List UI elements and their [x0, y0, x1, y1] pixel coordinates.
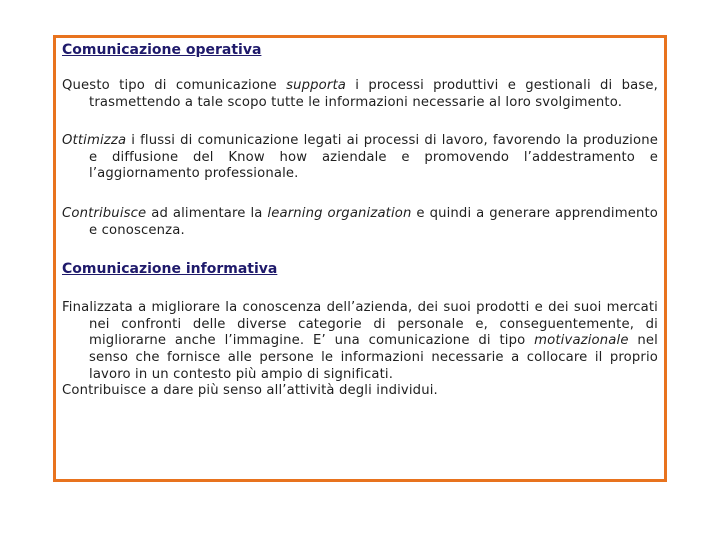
text-run: ad alimentare la: [146, 205, 268, 221]
text-run: Questo tipo di comunicazione: [62, 78, 287, 93]
text-run-italic: Contribuisce: [62, 205, 147, 221]
text-content: [62, 42, 658, 400]
text-run-italic: learning organization: [267, 205, 412, 221]
paragraph-informativa-2: Contribuisce a dare più senso all’attività degli individui.: [62, 383, 438, 399]
paragraph-operativa-2: [62, 133, 658, 183]
paragraph-operativa-1: [62, 78, 658, 111]
paragraph-operativa-3: [62, 206, 658, 239]
text-run-italic: supporta: [286, 78, 347, 93]
text-run: i processi produttivi e gestionali di base, trasmettendo a tale scopo tutte le informazioni necessarie al loro svolgimento.: [89, 78, 659, 110]
text-run: e quindi a generare apprendimento e conoscenza.: [89, 205, 659, 238]
text-run-italic: Ottimizza: [62, 133, 127, 149]
text-run-italic: motivazionale: [534, 333, 629, 349]
paragraph-informativa-1: [62, 300, 658, 383]
text-run: nel senso che fornisce alle persone le informazioni necessarie a collocare il proprio lavoro in un contesto più ampio di significati.: [89, 333, 658, 382]
heading-comunicazione-operativa: Comunicazione operativa: [62, 42, 262, 58]
heading-comunicazione-informativa: Comunicazione informativa: [62, 261, 278, 278]
text-run: Finalizzata a migliorare la conoscenza dell’azienda, dei suoi prodotti e dei suoi mercati nei confronti delle diverse categorie di personale e, conseguentemente, di migliorarne anche l’immagine. E’ una comunicazione di tipo: [62, 300, 658, 349]
text-run: i flussi di comunicazione legati ai processi di lavoro, favorendo la produzione e diffusione del Know how aziendale e promovendo l’addestramento e l’aggiornamento professionale.: [89, 133, 658, 182]
content-frame: [53, 35, 667, 482]
